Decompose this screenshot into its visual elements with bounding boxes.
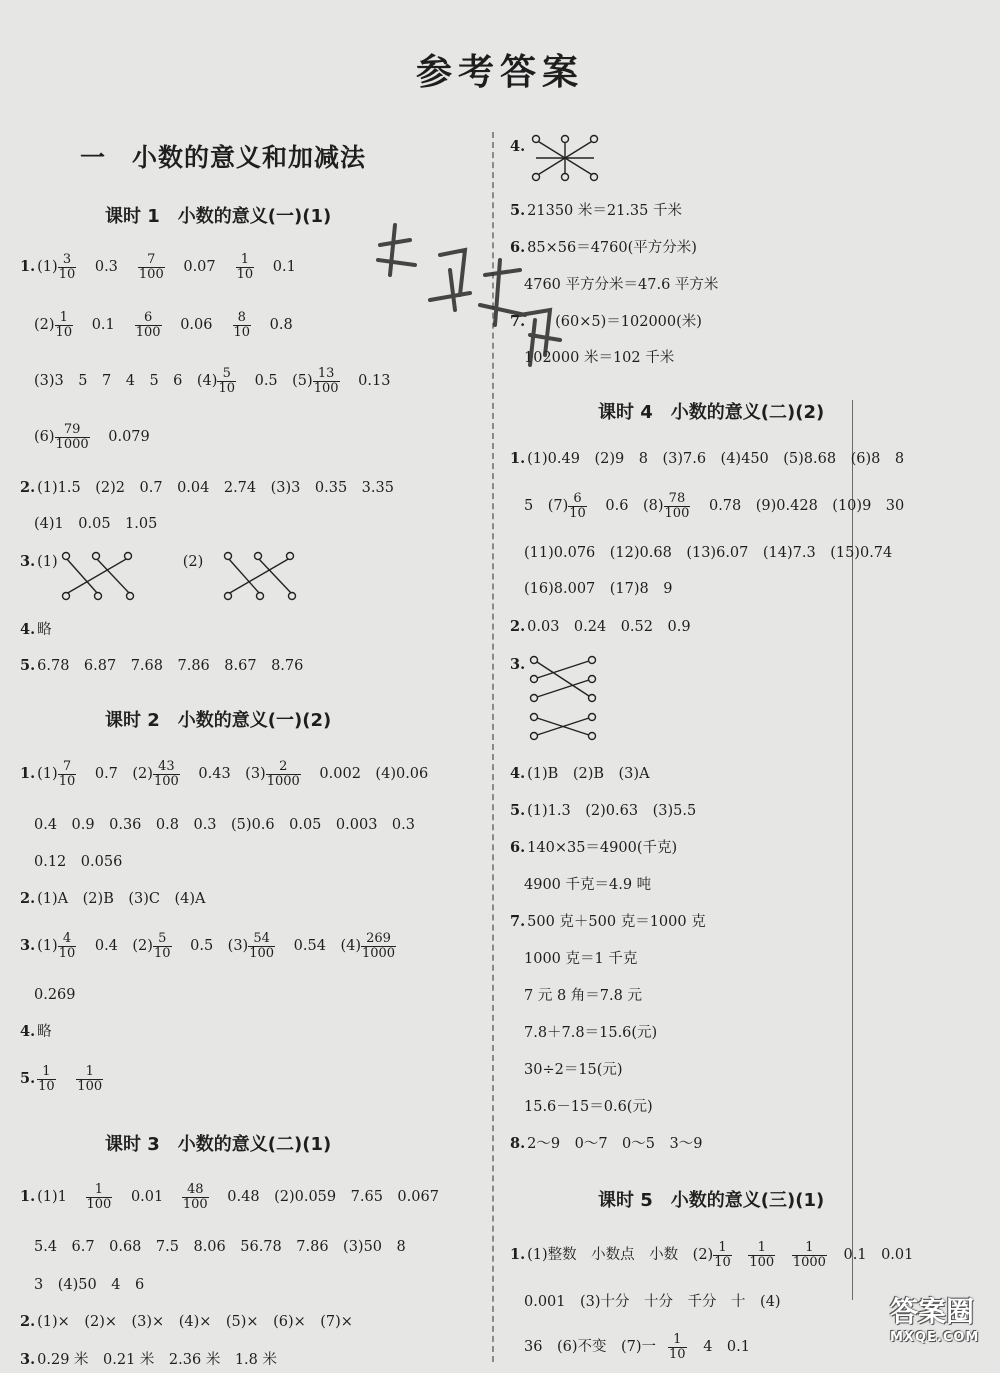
- l5-answer-1-cont2: 36 (6)不变 (7)一 $\frac{1}{10}$ 4 0.1: [524, 1331, 750, 1362]
- watermark-logo: 答案圈 MXQE.COM: [890, 1295, 980, 1345]
- fraction: $\frac{269}{1000}$: [361, 930, 396, 961]
- l1-answer-2: 2. (1)1.5 (2)2 0.7 0.04 2.74 (3)3 0.35 3.35: [20, 479, 394, 496]
- l2-answer-2: 2. (1)A (2)B (3)C (4)A: [20, 890, 206, 907]
- l2-answer-4: 4. 略: [20, 1023, 52, 1040]
- l3-answer-1-cont: 5.4 6.7 0.68 7.5 8.06 56.78 7.86 (3)50 8: [34, 1239, 406, 1255]
- l4-answer-7-cont1: 1000 克＝1 千克: [524, 951, 638, 967]
- fraction: $\frac{4}{10}$: [58, 930, 76, 961]
- l4-answer-2: 2. 0.03 0.24 0.52 0.9: [510, 618, 691, 635]
- l1-answer-1: 1. (1) $\frac{3}{10}$ 0.3 $\frac{7}{100}$ 0.07 $\frac{1}{10}$ 0.1: [20, 251, 296, 282]
- l4-answer-6-cont: 4900 千克＝4.9 吨: [524, 877, 652, 893]
- l4-answer-1-cont2: (11)0.076 (12)0.68 (13)6.07 (14)7.3 (15)0.74: [524, 545, 893, 561]
- l4-answer-1-cont: 5 (7) $\frac{6}{10}$ 0.6 (8) $\frac{78}{100}$ 0.78 (9)0.428 (10)9 30: [524, 490, 905, 521]
- l1-answer-4: 4. 略: [20, 621, 52, 638]
- fraction: $\frac{1}{10}$: [714, 1239, 731, 1270]
- l4-answer-1: 1. (1)0.49 (2)9 8 (3)7.6 (4)450 (5)8.68 (6)8 8: [510, 450, 905, 467]
- l1-answer-1-6: (6) $\frac{79}{1000}$ 0.079: [34, 421, 150, 452]
- fraction: $\frac{7}{10}$: [58, 758, 76, 789]
- fraction: $\frac{3}{10}$: [58, 251, 76, 282]
- l1-answer-2-4: (4)1 0.05 1.05: [34, 516, 158, 532]
- l2-answer-3-cont: 0.269: [34, 987, 76, 1003]
- l1-answer-1-2: (2) $\frac{1}{10}$ 0.1 $\frac{6}{100}$ 0.06 $\frac{8}{10}$ 0.8: [34, 309, 293, 340]
- l2-answer-1-cont: 0.4 0.9 0.36 0.8 0.3 (5)0.6 0.05 0.003 0.3: [34, 817, 415, 833]
- section-heading: 一 小数的意义和加减法: [80, 143, 367, 172]
- star-matching-diagram: [530, 134, 610, 182]
- fraction: $\frac{13}{100}$: [313, 365, 339, 396]
- fraction: $\frac{2}{1000}$: [266, 758, 300, 789]
- l2-answer-3: 3. (1) $\frac{4}{10}$ 0.4 (2) $\frac{5}{10}$ 0.5 (3) $\frac{54}{100}$ 0.54 (4) $\frac{269}{1000}$: [20, 930, 396, 961]
- page-title: 参考答案: [415, 52, 584, 93]
- matching-diagram-1: [58, 550, 158, 602]
- fraction: $\frac{43}{100}$: [153, 758, 179, 789]
- l1-answer-3: 3. (1) (2): [20, 553, 204, 570]
- fraction: $\frac{6}{100}$: [135, 309, 161, 340]
- matching-diagram-2: [220, 550, 320, 602]
- l3-answer-2: 2. (1)× (2)× (3)× (4)× (5)× (6)× (7)×: [20, 1313, 353, 1330]
- fraction: $\frac{1}{10}$: [236, 251, 254, 282]
- lesson-1-heading: 课时 1 小数的意义(一)(1): [105, 206, 332, 227]
- l4-answer-7-cont2: 7 元 8 角＝7.8 元: [524, 988, 642, 1004]
- l5-answer-1-cont: 0.001 (3)十分 十分 千分 十 (4): [524, 1294, 781, 1310]
- l4-answer-7-cont3: 7.8＋7.8＝15.6(元): [524, 1025, 658, 1041]
- lesson-4-heading: 课时 4 小数的意义(二)(2): [598, 402, 825, 423]
- fraction: $\frac{1}{10}$: [55, 309, 73, 340]
- l3-answer-1-cont2: 3 (4)50 4 6: [34, 1277, 145, 1293]
- fraction: $\frac{1}{1000}$: [792, 1239, 826, 1270]
- l4-answer-5: 5. (1)1.3 (2)0.63 (3)5.5: [510, 802, 697, 819]
- r-answer-4: 4.: [510, 138, 526, 155]
- handwritten-stamp: [370, 215, 570, 375]
- fraction: $\frac{48}{100}$: [182, 1181, 208, 1212]
- lesson-3-heading: 课时 3 小数的意义(二)(1): [105, 1134, 332, 1155]
- fraction: $\frac{1}{100}$: [749, 1239, 775, 1270]
- l4-answer-8: 8. 2～9 0～7 0～5 3～9: [510, 1135, 703, 1152]
- r-answer-6: 6. 85×56＝4760(平方分米): [510, 239, 697, 256]
- l4-answer-3: 3.: [510, 656, 526, 673]
- l4-answer-4: 4. (1)B (2)B (3)A: [510, 765, 650, 782]
- fraction: $\frac{1}{100}$: [77, 1063, 103, 1094]
- r-answer-6-cont: 4760 平方分米＝47.6 平方米: [524, 277, 719, 293]
- l4-answer-1-cont3: (16)8.007 (17)8 9: [524, 581, 673, 597]
- r-answer-7-cont: 102000 米＝102 千米: [524, 350, 675, 366]
- fraction: $\frac{1}{10}$: [38, 1063, 55, 1094]
- l3-answer-1: 1. (1)1 $\frac{1}{100}$ 0.01 $\frac{48}{100}$ 0.48 (2)0.059 7.65 0.067: [20, 1181, 439, 1212]
- l4-answer-7-cont4: 30÷2＝15(元): [524, 1062, 623, 1078]
- fraction: $\frac{7}{100}$: [138, 251, 164, 282]
- l2-answer-5: 5. $\frac{1}{10}$ $\frac{1}{100}$: [20, 1063, 103, 1094]
- l5-answer-1: 1. (1)整数 小数点 小数 (2) $\frac{1}{10}$ $\frac{1}{100}$ $\frac{1}{1000}$ 0.1 0.01: [510, 1239, 914, 1270]
- matching-diagram-3: [528, 652, 608, 744]
- fraction: $\frac{79}{1000}$: [55, 421, 89, 452]
- l2-answer-1-cont2: 0.12 0.056: [34, 854, 123, 870]
- fraction: $\frac{8}{10}$: [233, 309, 251, 340]
- fraction: $\frac{6}{10}$: [569, 490, 586, 521]
- r-answer-7: 7. (60×5)＝102000(米): [510, 313, 702, 330]
- fraction: $\frac{1}{10}$: [669, 1331, 686, 1362]
- l3-answer-3: 3. 0.29 米 0.21 米 2.36 米 1.8 米: [20, 1351, 277, 1368]
- lesson-2-heading: 课时 2 小数的意义(一)(2): [105, 710, 332, 731]
- l2-answer-1: 1. (1) $\frac{7}{10}$ 0.7 (2) $\frac{43}{100}$ 0.43 (3) $\frac{2}{1000}$ 0.002 (4)0.06: [20, 758, 429, 789]
- lesson-5-heading: 课时 5 小数的意义(三)(1): [598, 1190, 825, 1211]
- scan-fold-line: [852, 400, 853, 1300]
- svg-text:互助文档: 互助文档: [470, 370, 474, 371]
- l4-answer-6: 6. 140×35＝4900(千克): [510, 839, 678, 856]
- r-answer-5: 5. 21350 米＝21.35 千米: [510, 202, 682, 219]
- fraction: $\frac{5}{10}$: [218, 365, 235, 396]
- l1-answer-1-3: (3)3 5 7 4 5 6 (4) $\frac{5}{10}$ 0.5 (5) $\frac{13}{100}$ 0.13: [34, 365, 391, 396]
- fraction: $\frac{5}{10}$: [153, 930, 171, 961]
- fraction: $\frac{54}{100}$: [249, 930, 275, 961]
- l4-answer-7: 7. 500 克＋500 克＝1000 克: [510, 913, 706, 930]
- l4-answer-7-cont5: 15.6－15＝0.6(元): [524, 1099, 653, 1115]
- l1-answer-5: 5. 6.78 6.87 7.68 7.86 8.67 8.76: [20, 657, 304, 674]
- fraction: $\frac{1}{100}$: [86, 1181, 112, 1212]
- fraction: $\frac{78}{100}$: [664, 490, 690, 521]
